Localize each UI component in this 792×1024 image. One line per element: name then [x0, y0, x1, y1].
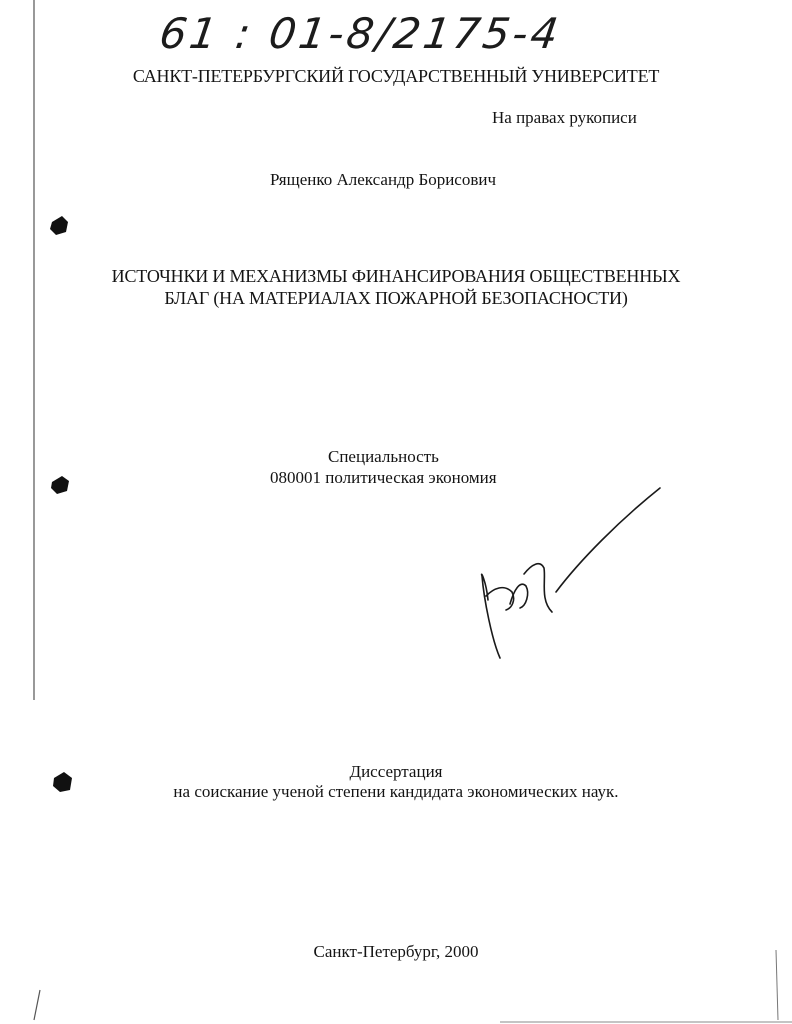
- handwritten-registration-number: 61 : 01-8/2175-4: [156, 9, 565, 58]
- university-name: САНКТ-ПЕТЕРБУРГСКИЙ ГОСУДАРСТВЕННЫЙ УНИВЕРСИТЕТ: [132, 66, 660, 86]
- punch-hole-icon: [51, 476, 69, 494]
- dissertation-title-line-1: ИСТОЧНКИ И МЕХАНИЗМЫ ФИНАНСИРОВАНИЯ ОБЩЕСТВЕННЫХ: [111, 266, 681, 286]
- signature-icon: [482, 488, 660, 658]
- degree-line: на соискание ученой степени кандидата экономических наук.: [173, 782, 619, 801]
- dissertation-title-line-2: БЛАГ (НА МАТЕРИАЛАХ ПОЖАРНОЙ БЕЗОПАСНОСТИ): [164, 288, 628, 308]
- place-and-year: Санкт-Петербург, 2000: [313, 942, 479, 961]
- scan-edge-right: [776, 950, 778, 1020]
- scan-edge-corner: [34, 990, 40, 1020]
- author-name: Рященко Александр Борисович: [270, 170, 497, 189]
- specialty-code: 080001 политическая экономия: [270, 468, 497, 487]
- rights-note: На правах рукописи: [492, 108, 637, 127]
- work-type: Диссертация: [349, 762, 443, 781]
- punch-hole-icon: [53, 772, 72, 792]
- punch-hole-icon: [50, 216, 68, 235]
- specialty-label: Специальность: [328, 447, 439, 466]
